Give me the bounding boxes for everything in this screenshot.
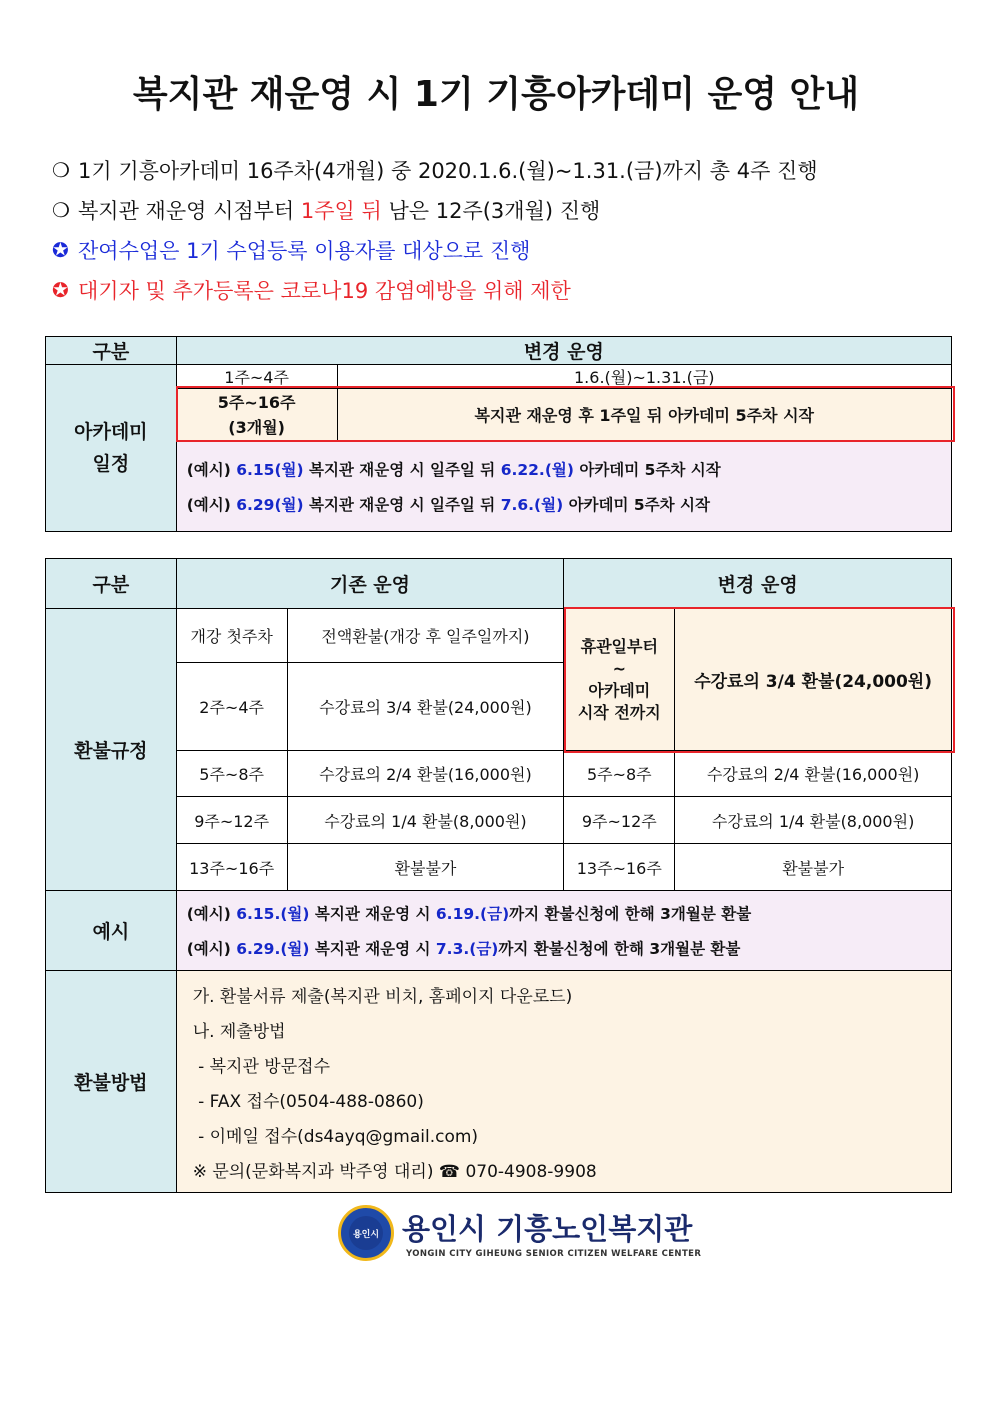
header-changed: 변경 운영 — [564, 559, 952, 609]
row-label-method: 환불방법 — [46, 971, 177, 1193]
existing-rule: 전액환불(개강 후 일주일까지) — [287, 609, 564, 663]
row-label-refund: 환불규정 — [46, 609, 177, 891]
changed-rule-first: 수강료의 3/4 환불(24,000원) — [675, 609, 952, 751]
bullet-highlight: 1주일 뒤 — [300, 199, 382, 223]
changed-period-line: 휴관일부터 — [580, 636, 658, 656]
example-prefix: (예시) — [186, 940, 237, 958]
weeks-cell — [176, 389, 337, 441]
restart-cell: 복지관 재운영 후 1주일 뒤 아카데미 5주차 시작 — [337, 389, 951, 441]
existing-period: 2주~4주 — [176, 663, 287, 751]
method-line: - FAX 접수(0504-488-0860) — [192, 1091, 424, 1112]
example-suffix: 아카데미 5주차 시작 — [563, 495, 710, 514]
example-line — [177, 451, 951, 486]
example-suffix: 까지 환불신청에 한해 3개월분 환불 — [498, 940, 741, 958]
example-suffix: 아카데미 5주차 시작 — [573, 460, 721, 479]
notice-bullets — [52, 150, 952, 310]
circle-bullet-icon: ❍ — [52, 158, 70, 182]
existing-rule: 수강료의 1/4 환불(8,000원) — [287, 797, 564, 844]
example-date: 6.15.(월) — [236, 905, 310, 923]
org-name-en: YONGIN CITY GIHEUNG SENIOR CITIZEN WELFARE CENTER — [406, 1249, 702, 1259]
method-line: 나. 제출방법 — [192, 1021, 286, 1042]
example-suffix: 까지 환불신청에 한해 3개월분 환불 — [509, 905, 752, 923]
bullet-text: 대기자 및 추가등록은 코로나19 감염예방을 위해 제한 — [78, 279, 571, 303]
method-line: ※ 문의(문화복지과 박주영 대리) ☎ 070-4908-9908 — [192, 1161, 597, 1182]
example-date: 6.15(월) — [236, 460, 304, 479]
bullet-text: 잔여수업은 1기 수업등록 이용자를 대상으로 진행 — [78, 239, 531, 263]
row-label-line: 일정 — [92, 453, 130, 475]
header-changed: 변경 운영 — [176, 337, 951, 365]
example-mid: 복지관 재운영 시 — [309, 905, 436, 923]
existing-period: 13주~16주 — [176, 844, 287, 891]
existing-rule: 수강료의 3/4 환불(24,000원) — [287, 663, 564, 751]
logo-badge: 용인시 — [349, 1216, 383, 1250]
header-category: 구분 — [46, 559, 177, 609]
example-prefix: (예시) — [186, 460, 237, 479]
existing-period: 5주~8주 — [176, 751, 287, 797]
example-mid: 복지관 재운영 시 일주일 뒤 — [303, 460, 501, 479]
example-date: 7.3.(금) — [435, 940, 499, 958]
changed-period: 9주~12주 — [564, 797, 675, 844]
changed-period: 5주~8주 — [564, 751, 675, 797]
bullet-text: 1기 기흥아카데미 16주차(4개월) 중 2020.1.6.(월)~1.31.(금)까지 총 4주 진행 — [78, 159, 818, 183]
header-existing: 기존 운영 — [176, 559, 564, 609]
example-mid: 복지관 재운영 시 — [309, 940, 436, 958]
example-mid: 복지관 재운영 시 일주일 뒤 — [303, 495, 501, 514]
changed-period-line: 아카데미 — [588, 680, 651, 700]
example-prefix: (예시) — [186, 495, 237, 514]
example-line — [177, 486, 951, 521]
org-logo — [338, 1203, 702, 1267]
dates-cell: 1.6.(월)~1.31.(금) — [337, 365, 951, 389]
example-date: 6.19.(금) — [435, 905, 510, 923]
changed-period: 13주~16주 — [564, 844, 675, 891]
page-title: 복지관 재운영 시 1기 기흥아카데미 운영 안내 — [132, 74, 860, 115]
changed-period-first — [564, 609, 675, 751]
method-cell — [176, 971, 951, 1193]
changed-period-line: 시작 전까지 — [577, 702, 661, 722]
circle-bullet-icon: ❍ — [52, 198, 70, 222]
refund-table — [45, 558, 952, 1193]
org-name: 용인시 기흥노인복지관 — [402, 1212, 693, 1246]
bullet-item — [52, 190, 952, 230]
bullet-text-pre: 복지관 재운영 시점부터 — [78, 199, 301, 223]
bullet-item — [52, 150, 952, 190]
example-cell — [176, 441, 951, 532]
schedule-table — [45, 336, 952, 532]
weeks-line: 5주~16주 — [217, 392, 296, 412]
existing-rule: 환불불가 — [287, 844, 564, 891]
existing-period: 개강 첫주차 — [176, 609, 287, 663]
bullet-item — [52, 270, 952, 310]
example-date: 6.29.(월) — [236, 940, 310, 958]
method-line: - 이메일 접수(ds4ayq@gmail.com) — [192, 1126, 479, 1147]
star-bullet-icon: ✪ — [52, 278, 69, 302]
bullet-item — [52, 230, 952, 270]
changed-rule: 수강료의 1/4 환불(8,000원) — [675, 797, 952, 844]
example-prefix: (예시) — [186, 905, 237, 923]
weeks-line: (3개월) — [228, 417, 285, 437]
example-date: 6.29(월) — [236, 495, 304, 514]
header-category: 구분 — [46, 337, 177, 365]
logo-emblem-icon — [338, 1205, 394, 1261]
star-bullet-icon: ✪ — [52, 238, 69, 262]
row-label-schedule — [46, 365, 177, 532]
existing-rule: 수강료의 2/4 환불(16,000원) — [287, 751, 564, 797]
example-date: 6.22.(월) — [500, 460, 574, 479]
row-label-line: 아카데미 — [74, 421, 148, 443]
existing-period: 9주~12주 — [176, 797, 287, 844]
bullet-text-post: 남은 12주(3개월) 진행 — [381, 199, 601, 223]
changed-rule: 수강료의 2/4 환불(16,000원) — [675, 751, 952, 797]
row-label-example: 예시 — [46, 891, 177, 971]
weeks-cell: 1주~4주 — [176, 365, 337, 389]
example-cell — [176, 891, 951, 971]
example-date: 7.6.(월) — [500, 495, 564, 514]
method-line: - 복지관 방문접수 — [192, 1056, 330, 1077]
changed-rule: 환불불가 — [675, 844, 952, 891]
example-line — [177, 931, 951, 966]
method-line: 가. 환불서류 제출(복지관 비치, 홈페이지 다운로드) — [192, 986, 573, 1007]
example-line — [177, 896, 951, 931]
changed-period-line: ~ — [612, 658, 626, 678]
